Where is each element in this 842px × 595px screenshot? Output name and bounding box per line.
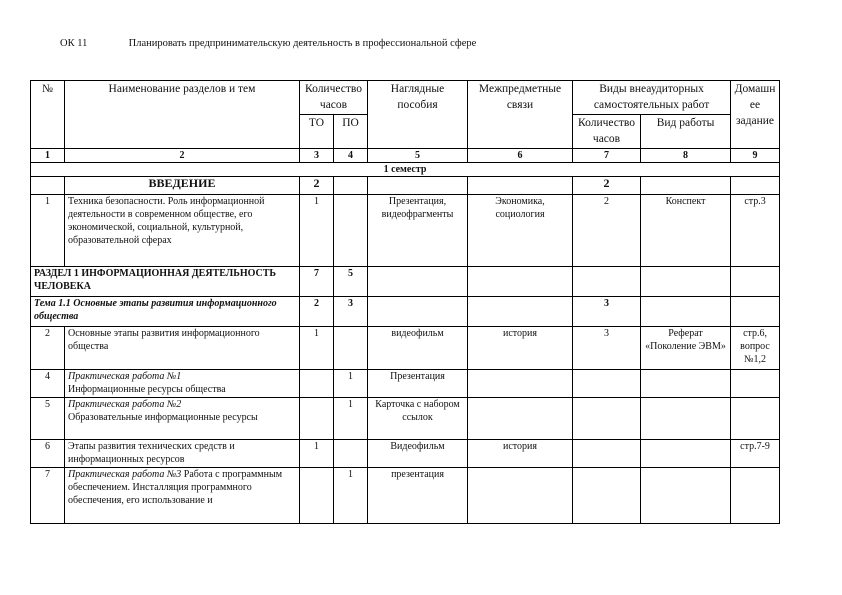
table-row — [31, 440, 780, 468]
practical-label: Практическая работа №2 — [68, 399, 182, 410]
row-num: 5 — [31, 398, 65, 440]
topic-extra-hours: 3 — [573, 297, 641, 327]
competency-code: ОК 11 — [60, 38, 88, 49]
header-row — [31, 81, 780, 115]
thematic-plan-table — [30, 80, 780, 524]
column-numbers-row — [31, 149, 780, 163]
practical-label: Практическая работа №1 — [68, 371, 182, 382]
row-po: 1 — [334, 370, 368, 398]
semester-label: 1 семестр — [31, 163, 780, 177]
row-extra-type: Реферат «Поколение ЭВМ» — [641, 327, 731, 370]
intro-extra-hours: 2 — [573, 177, 641, 195]
row-aids: Презентация — [368, 370, 468, 398]
table-row — [31, 327, 780, 370]
topic-po: 3 — [334, 297, 368, 327]
col-extra-hours-header: Количество часов — [573, 115, 641, 149]
col-aids-header: Наглядные пособия — [368, 81, 468, 149]
intro-title: ВВЕДЕНИЕ — [65, 177, 300, 195]
section-row — [31, 267, 780, 297]
row-name-cell — [65, 468, 300, 524]
topic-to: 2 — [300, 297, 334, 327]
row-name: Работа с программным обеспечением. Инсталляция программного обеспечения, его использование и — [68, 469, 283, 506]
col-number: 5 — [368, 149, 468, 163]
col-links-header: Межпредметные связи — [468, 81, 573, 149]
col-number: 8 — [641, 149, 731, 163]
col-num-header: № — [31, 81, 65, 149]
intro-row — [31, 177, 780, 195]
competency-text: Планировать предпринимательскую деятельность в профессиональной сфере — [128, 38, 477, 49]
col-hours-header: Количество часов — [300, 81, 368, 115]
section-title: РАЗДЕЛ 1 ИНФОРМАЦИОННАЯ ДЕЯТЕЛЬНОСТЬ ЧЕЛОВЕКА — [31, 267, 300, 297]
table-row — [31, 398, 780, 440]
row-links: история — [468, 327, 573, 370]
row-links: Экономика, социология — [468, 195, 573, 267]
col-number: 2 — [65, 149, 300, 163]
col-extra-header: Виды внеаудиторных самостоятельных работ — [573, 81, 731, 115]
row-name: Техника безопасности. Роль информационной деятельности в современном обществе, его экономической, социальной, культурной, образовательной сферах — [65, 195, 300, 267]
row-to: 1 — [300, 440, 334, 468]
row-num: 7 — [31, 468, 65, 524]
row-extra-type: Конспект — [641, 195, 731, 267]
row-name: Образовательные информационные ресурсы — [68, 412, 258, 423]
row-to: 1 — [300, 195, 334, 267]
col-po-header: ПО — [334, 115, 368, 149]
intro-to: 2 — [300, 177, 334, 195]
topic-row — [31, 297, 780, 327]
row-num: 1 — [31, 195, 65, 267]
row-aids: Карточка с набором ссылок — [368, 398, 468, 440]
col-number: 1 — [31, 149, 65, 163]
page-header — [60, 38, 476, 49]
section-to: 7 — [300, 267, 334, 297]
table-row — [31, 468, 780, 524]
row-aids: видеофильм — [368, 327, 468, 370]
row-extra-hours: 2 — [573, 195, 641, 267]
row-num: 6 — [31, 440, 65, 468]
row-name-cell — [65, 370, 300, 398]
row-aids: презентация — [368, 468, 468, 524]
row-home: стр.3 — [731, 195, 780, 267]
table-row — [31, 370, 780, 398]
section-po: 5 — [334, 267, 368, 297]
row-name: Информационные ресурсы общества — [68, 384, 226, 395]
row-po: 1 — [334, 468, 368, 524]
semester-row — [31, 163, 780, 177]
row-home: стр.7-9 — [731, 440, 780, 468]
row-num: 2 — [31, 327, 65, 370]
col-number: 3 — [300, 149, 334, 163]
row-home: стр.6, вопрос №1,2 — [731, 327, 780, 370]
col-extra-type-header: Вид работы — [641, 115, 731, 149]
col-home-header: Домашнее задание — [731, 81, 780, 149]
col-to-header: ТО — [300, 115, 334, 149]
row-num: 4 — [31, 370, 65, 398]
topic-title: Тема 1.1 Основные этапы развития информационного общества — [31, 297, 300, 327]
row-to: 1 — [300, 327, 334, 370]
row-links: история — [468, 440, 573, 468]
row-aids: Презентация, видеофрагменты — [368, 195, 468, 267]
row-name: Этапы развития технических средств и информационных ресурсов — [65, 440, 300, 468]
col-number: 6 — [468, 149, 573, 163]
table-row — [31, 195, 780, 267]
col-number: 4 — [334, 149, 368, 163]
practical-label: Практическая работа №3 — [68, 469, 182, 480]
row-po: 1 — [334, 398, 368, 440]
row-aids: Видеофильм — [368, 440, 468, 468]
col-number: 7 — [573, 149, 641, 163]
row-name-cell — [65, 398, 300, 440]
col-number: 9 — [731, 149, 780, 163]
row-name: Основные этапы развития информационного общества — [65, 327, 300, 370]
col-name-header: Наименование разделов и тем — [65, 81, 300, 149]
row-extra-hours: 3 — [573, 327, 641, 370]
